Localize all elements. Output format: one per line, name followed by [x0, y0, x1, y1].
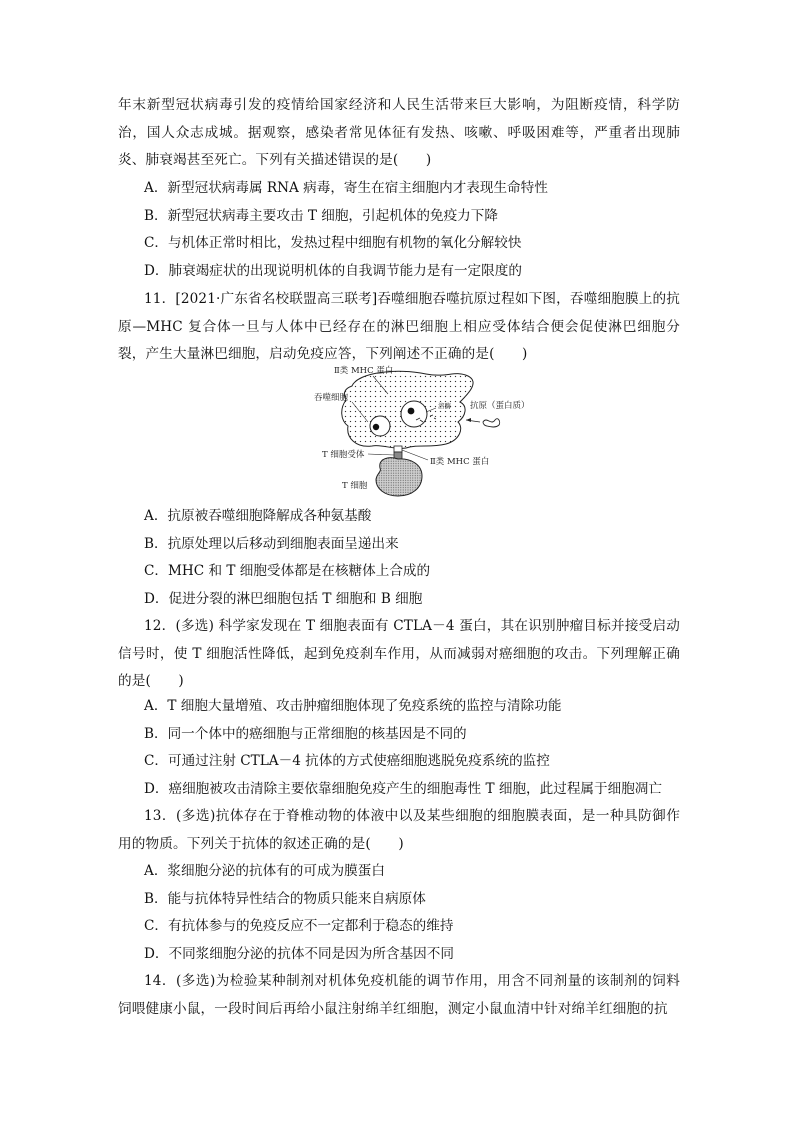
- option-12-d: D．癌细胞被攻击清除主要依靠细胞免疫产生的细胞毒性 T 细胞，此过程属于细胞凋亡: [144, 781, 662, 797]
- label-t-cell-receptor: T 细胞受体: [322, 450, 365, 460]
- option-11-d: D．促进分裂的淋巴细胞包括 T 细胞和 B 细胞: [144, 591, 423, 607]
- question-11-stem: 11．[2021·广东省名校联盟高三联考]吞噬细胞吞噬抗原过程如下图，吞噬细胞膜上的抗原—MHC 复合体一旦与人体中已经存在的淋巴细胞上相应受体结合便会促使淋巴细胞分裂，产生大量淋巴细胞，启动免疫应答，下列阐述不正确的是( ): [118, 291, 680, 363]
- t-cell: [376, 458, 422, 496]
- option-10-d: D．肺衰竭症状的出现说明机体的自我调节能力是有一定限度的: [144, 263, 522, 279]
- option-13-a: A．浆细胞分泌的抗体有的可成为膜蛋白: [144, 863, 385, 879]
- option-11-c: C．MHC 和 T 细胞受体都是在核糖体上合成的: [144, 563, 431, 579]
- question-13-stem: 13．(多选)抗体存在于脊椎动物的体液中以及某些细胞的细胞膜表面，是一种具防御作用的物质。下列关于抗体的叙述正确的是( ): [118, 808, 680, 852]
- mhc-protein-bottom: [394, 446, 402, 452]
- question-12-stem: 12．(多选) 科学家发现在 T 细胞表面有 CTLA－4 蛋白，其在识别肿瘤目标并接受启动信号时，使 T 细胞活性降低，起到免疫刹车作用，从而减弱对癌细胞的攻击。下列理解正确的是( ): [118, 618, 680, 690]
- option-12-b: B．同一个体中的癌细胞与正常细胞的核基因是不同的: [144, 726, 467, 742]
- label-enzyme: 溶酶: [438, 402, 451, 410]
- question-10-stem: 年末新型冠状病毒引发的疫情给国家经济和人民生活带来巨大影响，为阻断疫情，科学防治，国人众志成城。据观察，感染者常见体征有发热、咳嗽、呼吸困难等，严重者出现肺炎、肺衰竭甚至死亡。下列有关描述错误的是( ): [118, 97, 680, 169]
- label-mhc-top: Ⅱ类 MHC 蛋白: [334, 366, 394, 376]
- option-13-c: C．有抗体参与的免疫反应不一定都利于稳态的维持: [144, 918, 454, 934]
- question-14-stem: 14．(多选)为检验某种制剂对机体免疫机能的调节作用，用含不同剂量的该制剂的饲料饲喂健康小鼠，一段时间后再给小鼠注射绵羊红细胞，测定小鼠血清中针对绵羊红细胞的抗: [118, 973, 680, 1017]
- option-10-b: B．新型冠状病毒主要攻击 T 细胞，引起机体的免疫力下降: [144, 208, 498, 224]
- option-12-c: C．可通过注射 CTLA－4 抗体的方式使癌细胞逃脱免疫系统的监控: [144, 753, 550, 769]
- label-mhc-bottom: Ⅱ类 MHC 蛋白: [430, 457, 490, 467]
- option-11-a: A．抗原被吞噬细胞降解成各种氨基酸: [144, 508, 372, 524]
- antigen-molecule: [483, 419, 500, 427]
- phagocytosis-diagram: [314, 364, 540, 498]
- lysosome: [401, 401, 427, 427]
- label-antigen: 抗原（蛋白质）: [470, 401, 530, 411]
- option-11-b: B．抗原处理以后移动到细胞表面呈递出来: [144, 536, 399, 552]
- option-10-a: A．新型冠状病毒属 RNA 病毒，寄生在宿主细胞内才表现生命特性: [144, 180, 548, 196]
- option-13-b: B．能与抗体特异性结合的物质只能来自病原体: [144, 891, 426, 907]
- option-10-c: C．与机体正常时相比，发热过程中细胞有机物的氧化分解较快: [144, 235, 522, 251]
- label-phagocyte: 吞噬细胞: [314, 393, 349, 403]
- option-12-a: A．T 细胞大量增殖、攻击肿瘤细胞体现了免疫系统的监控与清除功能: [144, 698, 562, 714]
- option-13-d: D．不同浆细胞分泌的抗体不同是因为所含基因不同: [144, 946, 454, 962]
- label-t-cell: T 细胞: [342, 481, 368, 491]
